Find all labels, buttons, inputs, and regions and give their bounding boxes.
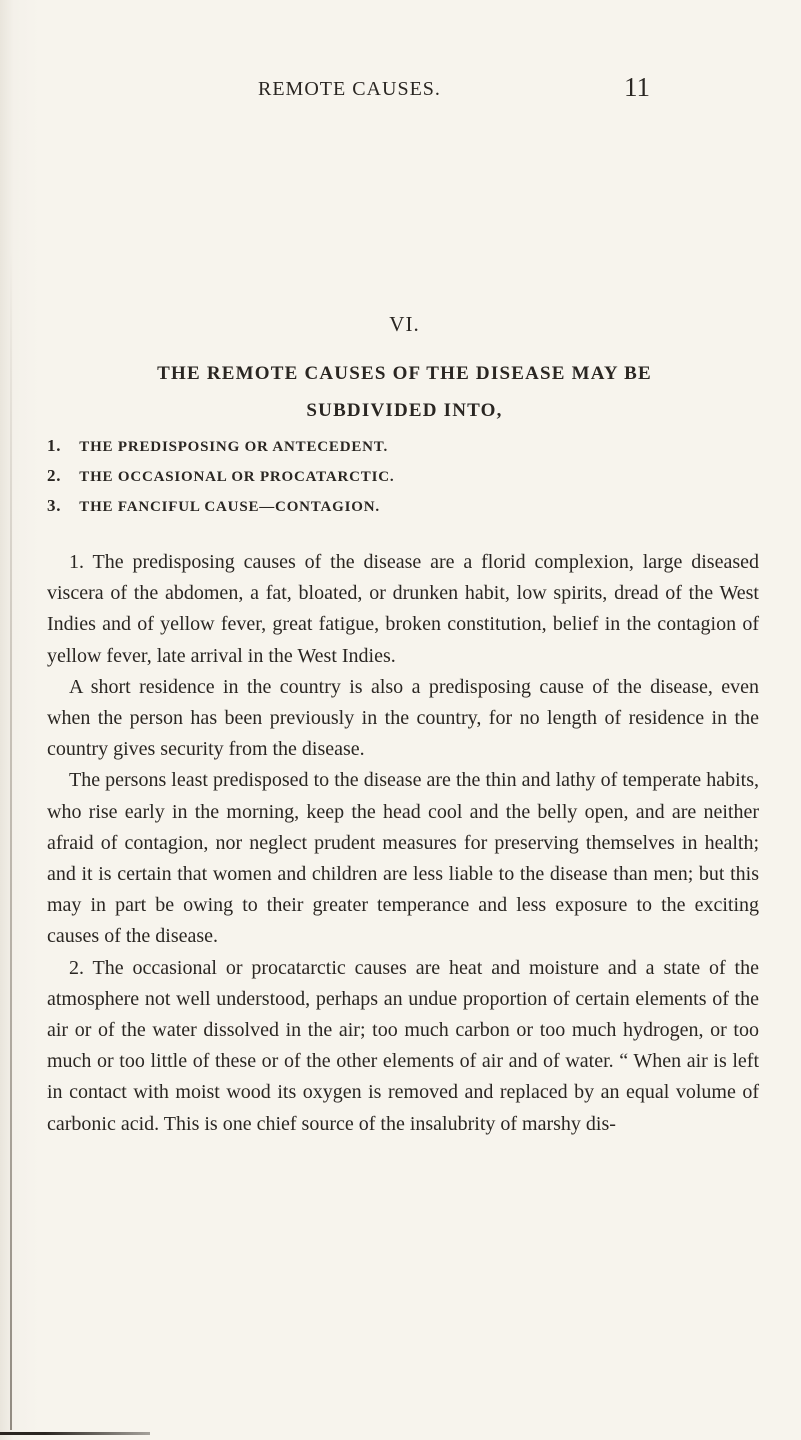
paragraph-short-residence: A short residence in the country is also a predisposing cause of the disease, even when the person has been previously in the country, for no length of residence in the country gives security from the disease. — [47, 675, 759, 761]
list-item-text: THE FANCIFUL CAUSE—CONTAGION. — [79, 499, 380, 515]
list-item-number: 2. — [47, 466, 62, 485]
causes-list — [47, 436, 747, 526]
paragraph-predisposing-causes: 1. The predisposing causes of the disease are a florid complexion, large diseased viscera of the abdomen, a fat, bloated, or drunken habit, low spirits, dread of the West Indies and of yellow fever, great fatigue, broken constitution, belief in the contagion of yellow fever, late arrival in the West Indies. — [47, 551, 759, 667]
body-text — [47, 547, 759, 1140]
bottom-edge-mark — [0, 1432, 150, 1435]
running-head: REMOTE CAUSES. — [258, 78, 441, 100]
list-item — [47, 496, 747, 526]
binding-gutter — [10, 250, 12, 1430]
list-item-text: THE OCCASIONAL OR PROCATARCTIC. — [79, 469, 395, 485]
list-item-number: 1. — [47, 436, 62, 455]
section-heading: THE REMOTE CAUSES OF THE DISEASE MAY BE — [157, 363, 652, 384]
section-subheading: SUBDIVIDED INTO, — [306, 400, 503, 421]
list-item — [47, 436, 747, 466]
page-number: 11 — [624, 72, 650, 102]
paragraph-least-predisposed: The persons least predisposed to the disease are the thin and lathy of temperate habits, who rise early in the morning, keep the head cool and the belly open, and are neither afraid of contagion, nor neglect prudent measures for preserving themselves in health; and it is certain that women and children are less liable to the disease than men; but this may in part be owing to their greater temperance and less exposure to the exciting causes of the disease. — [47, 769, 759, 948]
list-item-number: 3. — [47, 496, 62, 515]
section-number: VI. — [389, 312, 420, 336]
list-item — [47, 466, 747, 496]
list-item-text: THE PREDISPOSING OR ANTECEDENT. — [79, 439, 389, 455]
paragraph-occasional-causes: 2. The occasional or procatarctic causes are heat and moisture and a state of the atmosphere not well understood, perhaps an undue proportion of certain elements of the air or of the water dissolved in the air; too much carbon or too much hydrogen, or too much or too little of these or of the other elements of air and of water. “ When air is left in contact with moist wood its oxygen is removed and replaced by an equal volume of carbonic acid. This is one chief source of the insalubrity of marshy dis- — [47, 956, 759, 1135]
